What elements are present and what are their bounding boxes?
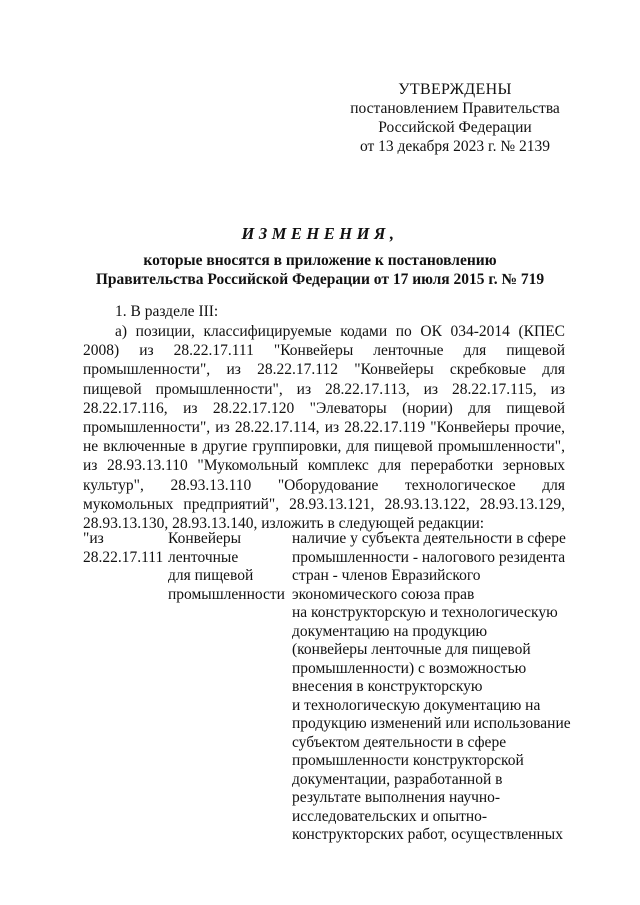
requirement-line: стран - членов Евразийского — [292, 567, 481, 584]
table-requirement-cell — [292, 530, 582, 845]
document-title: ИЗМЕНЕНИЯ, — [241, 224, 399, 243]
requirement-line: исследовательских и опытно- — [292, 807, 488, 825]
section-item: 1. В разделе III: — [115, 303, 219, 320]
table-code-cell — [83, 530, 163, 567]
requirement-line: конструкторских работ, осуществленных — [292, 826, 563, 843]
requirement-line: промышленности) с возможностью — [292, 659, 527, 677]
name-line: Конвейеры — [168, 530, 242, 547]
code-line: "из — [83, 530, 104, 547]
requirement-line: промышленности - налогового резидента — [292, 548, 566, 566]
code-line: 28.22.17.111 — [83, 548, 164, 566]
table-name-cell — [168, 530, 286, 604]
requirement-line: промышленности конструкторской — [292, 752, 524, 769]
approval-stamp — [330, 80, 580, 156]
requirement-line: и технологическую документацию на — [292, 696, 541, 714]
name-line: ленточные — [168, 548, 239, 566]
requirement-line: наличие у субъекта деятельности в сфере — [292, 530, 566, 547]
requirement-line: (конвейеры ленточные для пищевой — [292, 641, 531, 658]
requirement-line: документацию на продукцию — [292, 622, 488, 640]
requirement-line: документации, разработанной в — [292, 770, 503, 788]
approval-title: УТВЕРЖДЕНЫ — [398, 81, 512, 98]
requirement-line: субъектом деятельности в сфере — [292, 733, 507, 751]
document-subtitle — [60, 251, 580, 289]
name-line: для пищевой — [168, 567, 254, 584]
approval-line-2: Российской Федерации — [378, 119, 532, 136]
requirement-line: на конструкторскую и технологическую — [292, 604, 558, 621]
subtitle-line-2: Правительства Российской Федерации от 17 июля 2015 г. № 719 — [95, 271, 545, 288]
requirement-line: результате выполнения научно- — [292, 789, 501, 806]
requirement-line: внесения в конструкторскую — [292, 678, 483, 695]
approval-line-3: от 13 декабря 2023 г. № 2139 — [359, 138, 551, 155]
name-line: промышленности — [168, 585, 285, 603]
subtitle-line-1: которые вносятся в приложение к постановлению — [143, 252, 497, 269]
requirement-line: продукцию изменений или использование — [292, 715, 571, 732]
paragraph-a: а) позиции, классифицируемые кодами по ОК 034-2014 (КПЕС 2008) из 28.22.17.111 "Конвейеры ленточные для пищевой промышленности", из 28.22.17.112 "Конвейеры скребковые для пищевой промышленности", из 28.22.17.113, из 28.22.17.115, из 28.22.17.116, из 28.22.17.120 "Элеваторы (нории) для пищевой промышленности", из 28.22.17.114, из 28.22.17.119 "Конвейеры прочие, не включенные в другие группировки, для пищевой промышленности", из 28.93.13.110 "Мукомольный комплекс для переработки зерновых культур", 28.93.13.110 "Оборудование технологическое для мукомольных предприятий", 28.93.13.121, 28.93.13.122, 28.93.13.129, 28.93.13.130, 28.93.13.140, изложить в следующей редакции: — [83, 323, 565, 533]
approval-line-1: постановлением Правительства — [350, 100, 560, 117]
requirement-line: экономического союза прав — [292, 585, 475, 603]
